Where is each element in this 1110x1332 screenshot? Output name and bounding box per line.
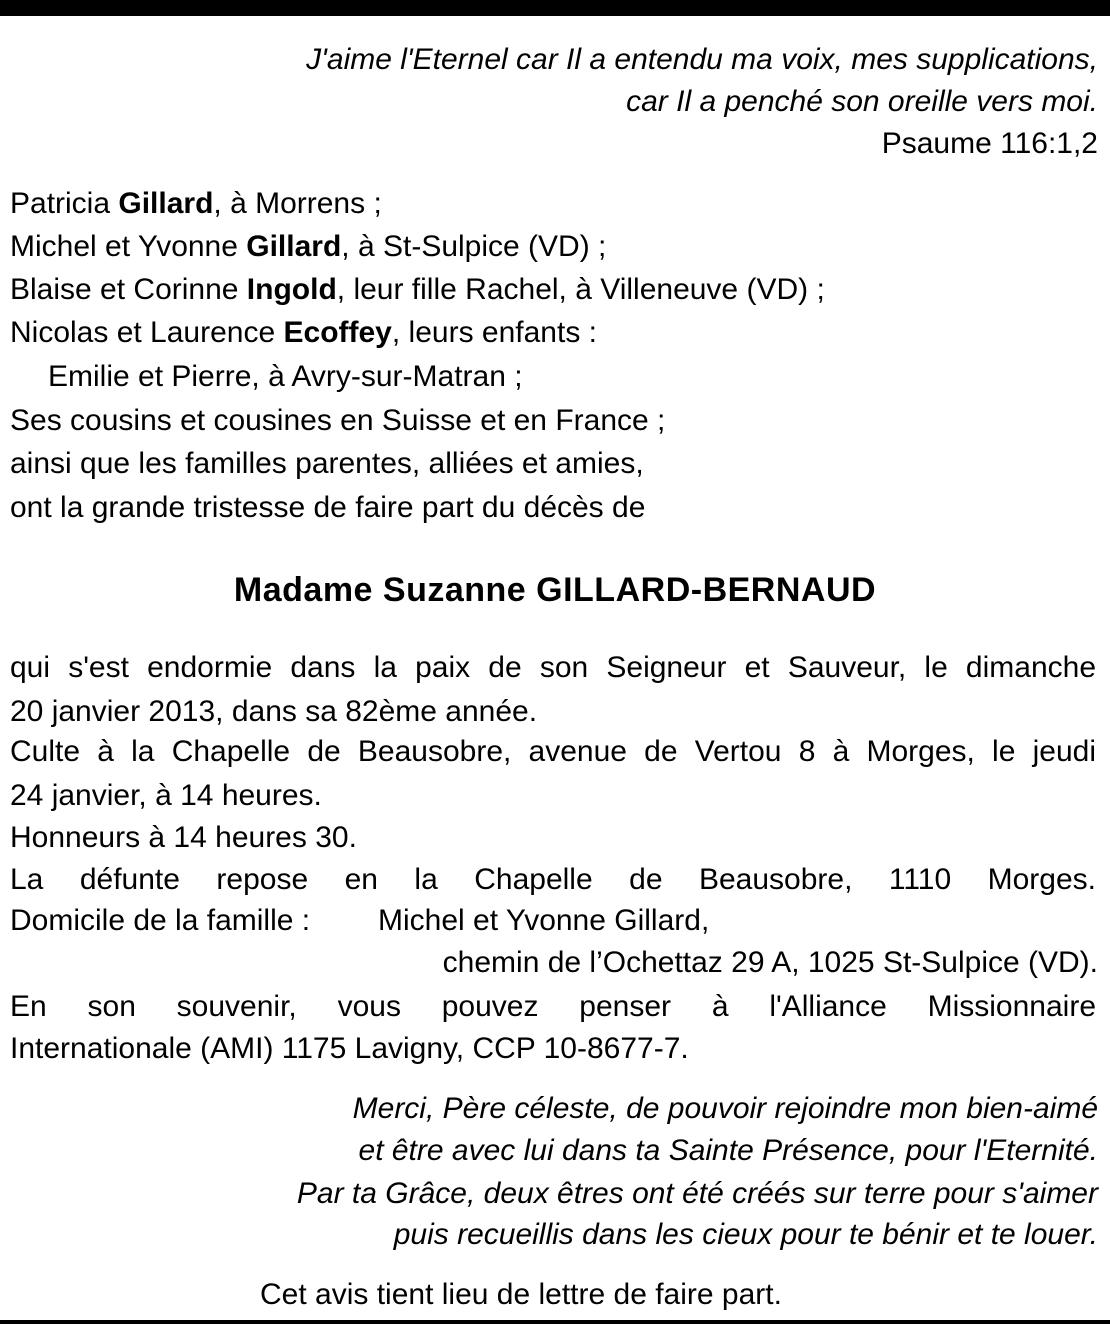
body-line: Internationale (AMI) 1175 Lavigny, CCP 10-8677-7.: [10, 1032, 689, 1065]
family-given-names: Nicolas et Laurence: [10, 316, 284, 349]
verse-reference: Psaume 116:1,2: [881, 127, 1098, 160]
domicile-name: Michel et Yvonne Gillard,: [378, 904, 710, 937]
family-location: , leurs enfants :: [391, 316, 597, 349]
body-line: 20 janvier 2013, dans sa 82ème année.: [10, 695, 538, 728]
family-given-names: Michel et Yvonne: [10, 230, 247, 263]
domicile-address: chemin de l’Ochettaz 29 A, 1025 St-Sulpice (VD).: [442, 946, 1098, 979]
family-tail-line: ainsi que les familles parentes, alliées et amies,: [10, 447, 644, 480]
body-line: qui s'est endormie dans la paix de son Seigneur et Sauveur, le dimanche: [10, 651, 1096, 684]
family-given-names: Blaise et Corinne: [10, 273, 247, 306]
verse-line-2: car Il a penché son oreille vers moi.: [626, 85, 1098, 118]
body-line: 24 janvier, à 14 heures.: [10, 779, 322, 812]
family-surname: Ecoffey: [283, 316, 392, 349]
prayer-line: Merci, Père céleste, de pouvoir rejoindre mon bien-aimé: [352, 1092, 1098, 1125]
family-given-names: Patricia: [10, 187, 119, 220]
verse-line-1: J'aime l'Eternel car Il a entendu ma voix, mes supplications,: [306, 43, 1098, 76]
bottom-rule: [0, 1320, 1110, 1324]
body-line: La défunte repose en la Chapelle de Beausobre, 1110 Morges.: [10, 863, 1096, 896]
family-surname: Ingold: [246, 273, 337, 306]
deceased-name: Madame Suzanne GILLARD-BERNAUD: [233, 571, 877, 609]
family-line: [10, 272, 825, 308]
family-line: [10, 315, 597, 351]
family-location: , à St-Sulpice (VD) ;: [341, 230, 607, 263]
family-line: [10, 229, 606, 265]
family-tail-line: Ses cousins et cousines en Suisse et en France ;: [10, 404, 666, 437]
prayer-line: Par ta Grâce, deux êtres ont été créés sur terre pour s'aimer: [296, 1177, 1098, 1210]
top-rule: [0, 0, 1110, 16]
family-location: , à Morrens ;: [213, 187, 382, 220]
prayer-line: et être avec lui dans ta Sainte Présence, pour l'Eternité.: [358, 1134, 1098, 1167]
body-line: Honneurs à 14 heures 30.: [10, 821, 357, 854]
family-location: , leur fille Rachel, à Villeneuve (VD) ;: [336, 273, 825, 306]
family-line: [10, 186, 382, 222]
family-surname: Gillard: [246, 230, 342, 263]
family-child-line: Emilie et Pierre, à Avry-sur-Matran ;: [48, 360, 523, 393]
body-line: En son souvenir, vous pouvez penser à l'Alliance Missionnaire: [10, 990, 1096, 1023]
family-surname: Gillard: [118, 187, 214, 220]
domicile-label: Domicile de la famille :: [10, 904, 311, 937]
body-line: Culte à la Chapelle de Beausobre, avenue de Vertou 8 à Morges, le jeudi: [10, 735, 1096, 768]
prayer-line: puis recueillis dans les cieux pour te bénir et te louer.: [393, 1218, 1098, 1251]
closing-note: Cet avis tient lieu de lettre de faire part.: [260, 1278, 782, 1311]
family-tail-line: ont la grande tristesse de faire part du décès de: [10, 491, 646, 524]
